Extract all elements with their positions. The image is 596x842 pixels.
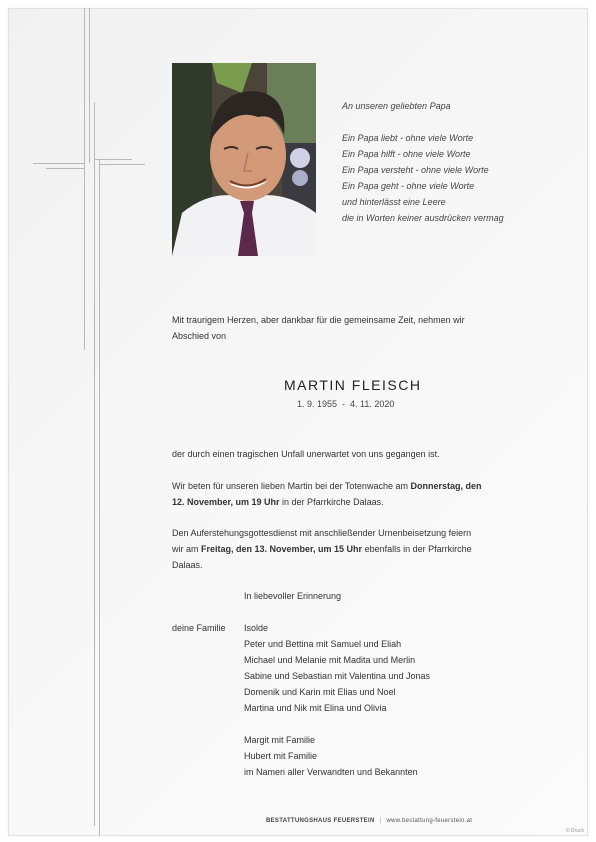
poem-line: Ein Papa liebt - ohne viele Worte — [342, 133, 474, 143]
poem-line: und hinterlässt eine Leere — [342, 197, 446, 207]
family-member: Domenik und Karin mit Elias und Noel — [244, 687, 396, 697]
wake-day: Donnerstag, den — [410, 481, 482, 491]
service-line: wir am — [172, 544, 201, 554]
poem-line: Ein Papa geht - ohne viele Worte — [342, 181, 475, 191]
wake-datetime: 12. November, um 19 Uhr — [172, 497, 280, 507]
service-line: Den Auferstehungsgottesdienst mit anschließender Urnenbeisetzung feiern — [172, 528, 472, 538]
deceased-name: MARTIN FLEISCH — [284, 377, 422, 393]
family-member: Michael und Melanie mit Madita und Merlin — [244, 655, 416, 665]
poem-line: die in Worten keiner ausdrücken vermag — [342, 213, 504, 223]
family-member: Sabine und Sebastian mit Valentina und Jonas — [244, 671, 430, 681]
website-link[interactable]: www.bestattung-feuerstein.at — [386, 818, 473, 824]
intro-line: Abschied von — [172, 331, 227, 341]
poem-line: Ein Papa hilft - ohne viele Worte — [342, 149, 471, 159]
poem — [342, 98, 562, 226]
service-datetime: Freitag, den 13. November, um 15 Uhr — [201, 544, 363, 554]
wake-location: in der Pfarrkirche Dalaas. — [279, 497, 384, 507]
family-label: deine Familie — [172, 623, 226, 633]
family-member: Hubert mit Familie — [244, 751, 318, 761]
intro-text — [172, 312, 542, 344]
copyright-note: © Druck — [565, 828, 584, 834]
service-location: ebenfalls in der Pfarrkirche — [362, 544, 472, 554]
family-member: Margit mit Familie — [244, 735, 316, 745]
family-member: im Namen aller Verwandten und Bekannten — [244, 767, 418, 777]
footer-separator: | — [379, 818, 382, 824]
footer — [266, 818, 472, 824]
intro-line: Mit traurigem Herzen, aber dankbar für die gemeinsame Zeit, nehmen wir — [172, 315, 465, 325]
family-member: Isolde — [244, 623, 269, 633]
portrait-photo — [172, 63, 316, 256]
family-member: Peter und Bettina mit Samuel und Eliah — [244, 639, 402, 649]
wake-intro: Wir beten für unseren lieben Martin bei der Totenwache am — [172, 481, 411, 491]
service-text — [172, 525, 542, 573]
funeral-home-name: BESTATTUNGSHAUS FEUERSTEIN — [266, 818, 375, 824]
family-list — [244, 620, 430, 780]
poem-heading: An unseren geliebten Papa — [342, 101, 451, 111]
wake-text — [172, 478, 542, 510]
life-dates: 1. 9. 1955 - 4. 11. 2020 — [297, 399, 395, 409]
poem-line: Ein Papa versteht - ohne viele Worte — [342, 165, 489, 175]
memory-line: In liebevoller Erinnerung — [244, 591, 342, 601]
service-line: Dalaas. — [172, 560, 203, 570]
cause-text: der durch einen tragischen Unfall unerwartet von uns gegangen ist. — [172, 449, 440, 459]
family-member: Martina und Nik mit Elina und Olivia — [244, 703, 387, 713]
